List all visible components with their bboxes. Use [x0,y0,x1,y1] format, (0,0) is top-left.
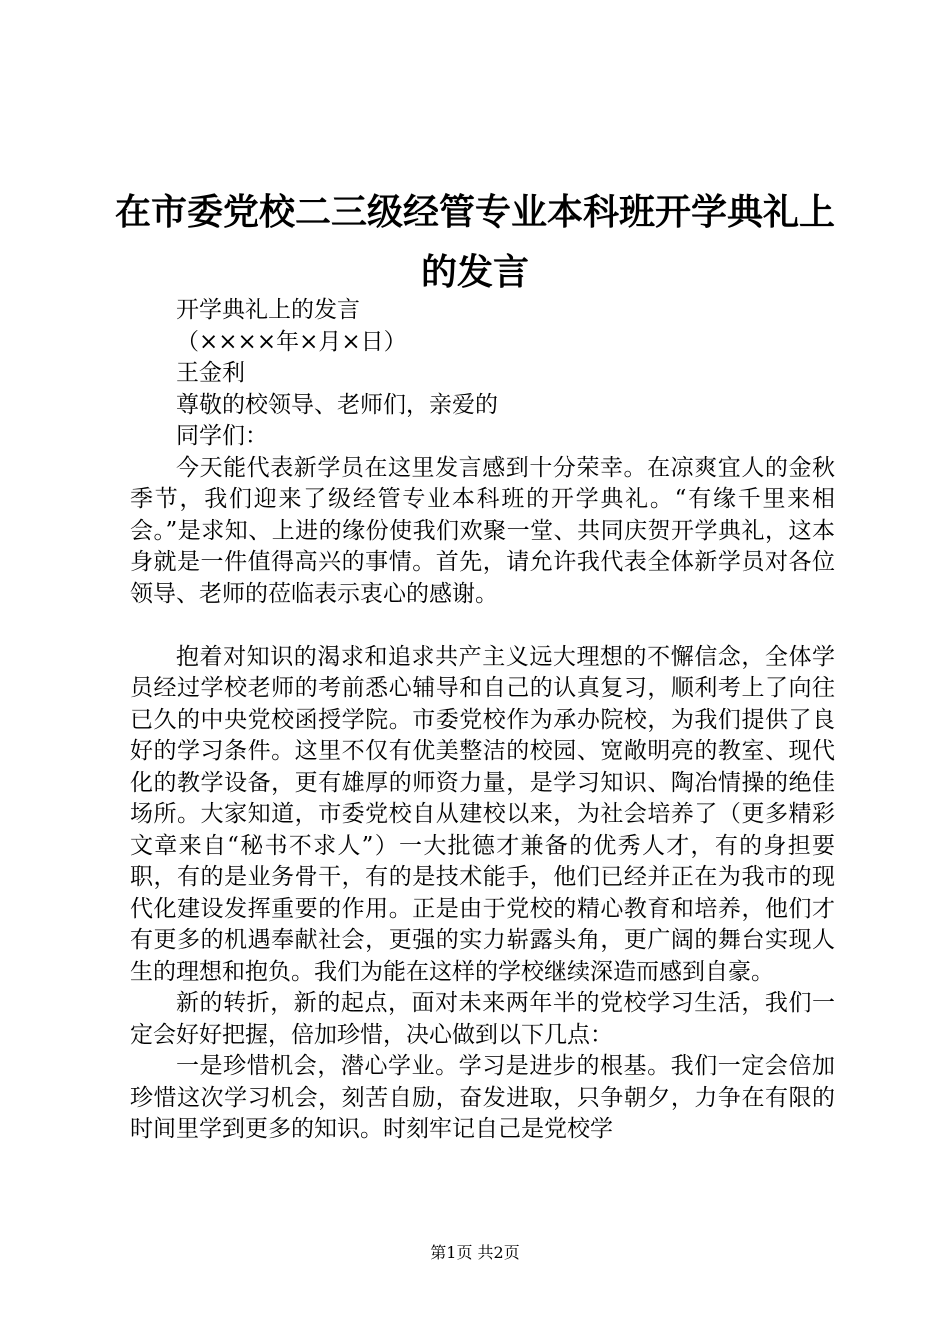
document-title-line-2: 的发言 [420,251,529,293]
body-paragraph: 一是珍惜机会，潜心学业。学习是进步的根基。我们一定会倍加珍惜这次学习机会，刻苦自励，奋发进取，只争朝夕，力争在有限的时间里学到更多的知识。时刻牢记自己是党校学 [130,1053,835,1142]
body-paragraph: 今天能代表新学员在这里发言感到十分荣幸。在凉爽宜人的金秋季节，我们迎来了级经管专业本科班的开学典礼。“有缘千里来相会。”是求知、上进的缘份使我们欢聚一堂、共同庆贺开学典礼，这本身就是一件值得高兴的事情。首先，请允许我代表全体新学员对各位领导、老师的莅临表示衷心的感谢。 [130,454,835,607]
document-body [130,295,835,1146]
body-paragraph: 抱着对知识的渴求和追求共产主义远大理想的不懈信念，全体学员经过学校老师的考前悉心辅导和自己的认真复习，顺利考上了向往已久的中央党校函授学院。市委党校作为承办院校，为我们提供了良好的学习条件。这里不仅有优美整洁的校园、宽敞明亮的教室、现代化的教学设备，更有雄厚的师资力量，是学习知识、陶冶情操的绝佳场所。大家知道，市委党校自从建校以来，为社会培养了（更多精彩文章来自“秘书不求人”）一大批德才兼备的优秀人才，有的身担要职，有的是业务骨干，有的是技术能手，他们已经并正在为我市的现代化建设发挥重要的作用。正是由于党校的精心教育和培养，他们才有更多的机遇奉献社会，更强的实力崭露头角，更广阔的舞台实现人生的理想和抱负。我们为能在这样的学校继续深造而感到自豪。 [130,643,835,985]
salutation: 尊敬的校领导、老师们，亲爱的 [176,391,498,418]
speech-date: （××××年×月×日） [176,328,407,355]
body-paragraph: 新的转折，新的起点，面对未来两年半的党校学习生活，我们一定会好好把握，倍加珍惜，决心做到以下几点： [130,990,835,1048]
speech-heading: 开学典礼上的发言 [176,297,360,323]
salutation-continued: 同学们： [176,423,268,449]
document-title-line-1: 在市委党校二三级经管专业本科班开学典礼上 [114,191,835,233]
page-number-footer: 第1页 共2页 [430,1243,520,1262]
speaker-name: 王金利 [176,360,245,386]
